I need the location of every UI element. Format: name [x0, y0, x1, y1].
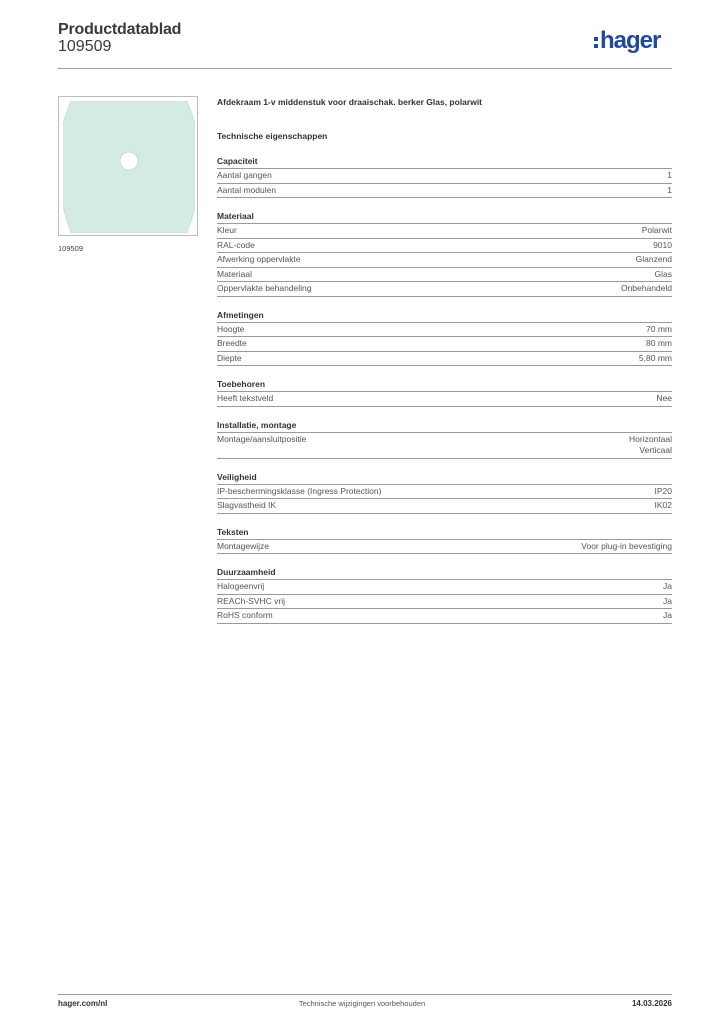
spec-value-text: Ja [663, 595, 672, 606]
spec-value [667, 170, 672, 182]
logo-text: hager [600, 27, 661, 54]
section-title: Afmetingen [217, 309, 672, 323]
section-title: Installatie, montage [217, 419, 672, 433]
spec-label: RAL-code [217, 239, 255, 250]
spec-label: IP-beschermingsklasse (Ingress Protection) [217, 485, 382, 496]
spec-label: Aantal modulen [217, 184, 277, 195]
spec-value-text: Onbehandeld [620, 283, 672, 293]
spec-value-text: 9010 [653, 239, 672, 250]
page-title: Productdatablad [58, 21, 182, 38]
spec-row [217, 392, 672, 407]
spec-row [217, 268, 672, 283]
spec-value-text: Ja [663, 610, 672, 620]
section-title: Teksten [217, 526, 672, 540]
spec-row [217, 499, 672, 514]
spec-value [655, 269, 672, 281]
footer-website[interactable]: hager.com/nl [58, 999, 108, 1008]
spec-value-text: Verticaal [639, 445, 672, 455]
product-image [63, 101, 195, 233]
spec-label: Afwerking oppervlakte [217, 254, 301, 264]
spec-label: Breedte [217, 338, 247, 348]
spec-label: Kleur [217, 225, 237, 235]
spec-section [217, 309, 672, 367]
footer-notice: Technische wijzigingen voorbehouden [298, 999, 426, 1008]
spec-row [217, 169, 672, 184]
spec-label: Slagvastheid IK [217, 500, 277, 510]
spec-value-text: 70 mm [646, 323, 672, 334]
spec-row [217, 337, 672, 352]
spec-row [217, 540, 672, 555]
spec-value [621, 283, 672, 295]
spec-value-text: Nee [656, 393, 672, 403]
section-title: Materiaal [217, 210, 672, 224]
spec-sections [217, 155, 672, 624]
spec-value [642, 225, 672, 237]
section-title: Veiligheid [217, 471, 672, 485]
spec-section [217, 419, 672, 459]
spec-value [667, 185, 672, 197]
spec-value-text: Glanzend [635, 254, 672, 264]
spec-value-text: Ja [663, 581, 672, 591]
spec-value [629, 434, 672, 457]
spec-label: Montage/aansluitpositie [217, 433, 307, 444]
spec-value-text: 1 [667, 170, 672, 180]
spec-row [217, 184, 672, 199]
spec-value [636, 254, 672, 266]
spec-value-text: IP20 [654, 485, 672, 496]
spec-value [646, 324, 672, 336]
spec-row [217, 580, 672, 595]
spec-label: Oppervlakte behandeling [217, 283, 312, 293]
spec-row [217, 323, 672, 338]
spec-label: Aantal gangen [217, 170, 272, 180]
section-title: Duurzaamheid [217, 566, 672, 580]
spec-section [217, 526, 672, 555]
section-title: Capaciteit [217, 155, 672, 169]
spec-value-text: IK02 [654, 500, 672, 510]
spec-label: Materiaal [217, 268, 252, 279]
spec-row [217, 609, 672, 624]
spec-value [646, 338, 672, 350]
spec-section [217, 210, 672, 297]
header-divider [58, 68, 672, 69]
spec-value [656, 393, 672, 405]
product-title: Afdekraam 1-v middenstuk voor draaischak. berker Glas, polarwit [217, 97, 483, 107]
spec-row [217, 433, 672, 459]
product-image-frame [58, 96, 198, 236]
spec-row [217, 485, 672, 500]
product-image-caption: 109509 [58, 244, 84, 253]
section-title: Toebehoren [217, 378, 672, 392]
spec-label: REACh-SVHC vrij [217, 595, 286, 606]
spec-value-text: Polarwit [641, 225, 672, 235]
spec-row [217, 239, 672, 254]
spec-value-text: Glas [654, 268, 672, 279]
spec-label: Heeft tekstveld [217, 393, 274, 403]
spec-section [217, 566, 672, 624]
spec-row [217, 352, 672, 367]
spec-content [217, 95, 672, 624]
spec-label: Montagewijze [217, 540, 269, 551]
spec-value-text: Voor plug-in bevestiging [581, 540, 672, 551]
footer-date: 14.03.2026 [631, 999, 672, 1008]
spec-section [217, 471, 672, 514]
hager-logo [594, 28, 660, 54]
spec-section [217, 155, 672, 198]
spec-row [217, 253, 672, 268]
spec-value [655, 500, 673, 512]
spec-value-text: 1 [667, 184, 672, 195]
tech-properties-heading: Technische eigenschappen [217, 131, 328, 141]
spec-value [653, 240, 672, 252]
spec-value-text: 80 mm [646, 338, 672, 348]
spec-label: RoHS conform [217, 610, 273, 620]
spec-value [663, 596, 672, 608]
spec-section [217, 378, 672, 407]
logo-dots-icon [594, 37, 598, 48]
spec-row [217, 282, 672, 297]
spec-row [217, 224, 672, 239]
spec-label: Halogeenvrij [217, 581, 265, 591]
spec-value-text: 5,80 mm [638, 352, 672, 363]
spec-value [663, 581, 672, 593]
spec-label: Hoogte [217, 323, 245, 334]
spec-label: Diepte [217, 352, 242, 363]
spec-value [581, 541, 672, 553]
spec-value [663, 610, 672, 622]
spec-row [217, 595, 672, 610]
spec-value-text: Horizontaal [629, 433, 672, 444]
footer-divider [58, 994, 672, 995]
spec-value [639, 353, 672, 365]
product-number: 109509 [58, 38, 112, 55]
spec-value [655, 486, 673, 498]
